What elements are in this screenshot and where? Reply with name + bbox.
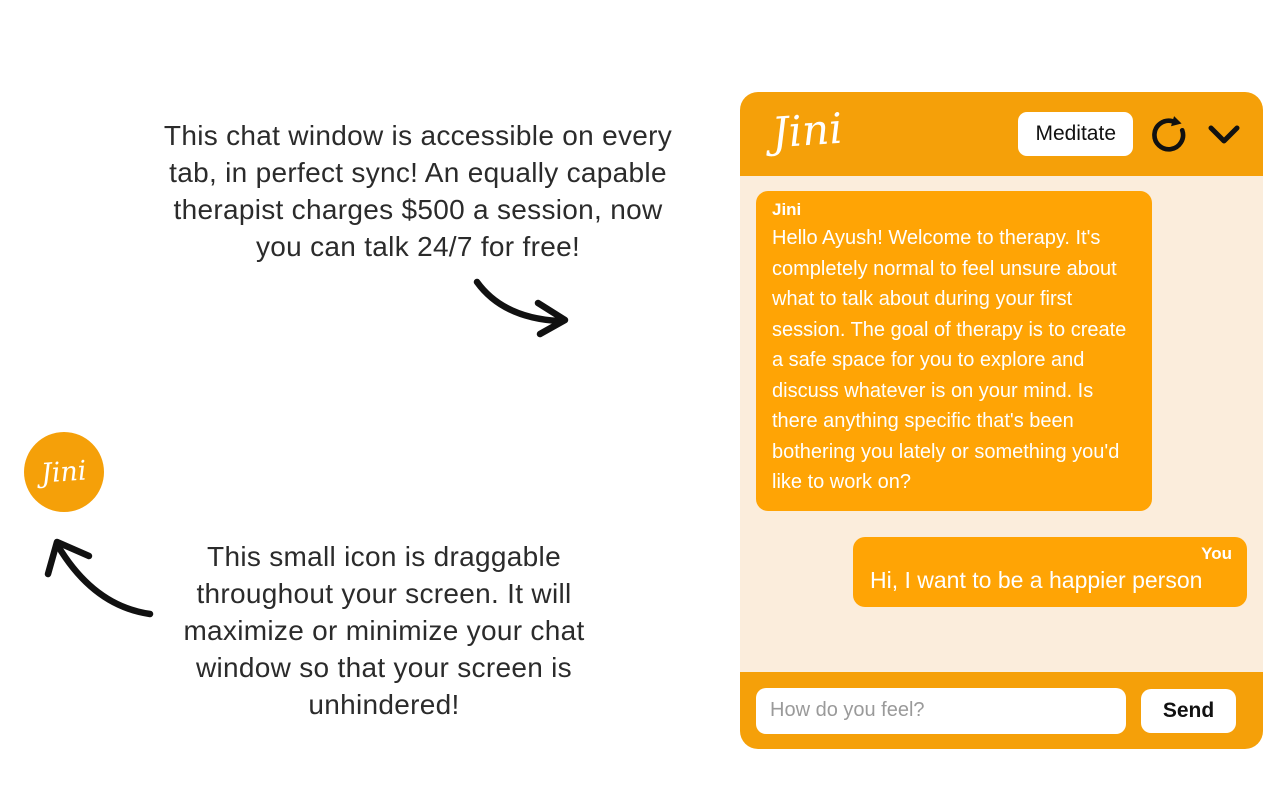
refresh-icon [1149,112,1193,156]
chevron-down-icon [1203,118,1245,150]
annotation-line: maximize or minimize your chat [183,615,585,646]
annotation-draggable-icon [104,538,664,723]
annotation-line: This chat window is accessible on every [163,120,673,151]
annotation-chat-window [98,117,738,265]
send-button[interactable]: Send [1141,689,1236,733]
user-message-bubble [853,537,1247,607]
chat-window [740,92,1263,749]
annotation-line: you can talk 24/7 for free! [255,231,581,262]
message-text: Hi, I want to be a happier person [870,566,1203,593]
collapse-button[interactable] [1203,118,1245,150]
bot-message-bubble [756,191,1152,511]
message-input[interactable] [756,688,1126,734]
message-sender: You [1201,543,1232,563]
chat-header [740,92,1263,176]
jini-logo-small: Jini [40,454,88,490]
meditate-button[interactable]: Meditate [1018,112,1133,156]
message-text: Hello Ayush! Welcome to therapy. It's completely normal to feel unsure about what to talk about during your first session. The goal of therapy is to create a safe space for you to explore and discuss whatever is on your mind. Is there anything specific that's been bothering you lately or something you'd like to work on? [772,227,1127,493]
jini-launcher-icon[interactable] [24,432,104,512]
annotation-line: throughout your screen. It will [196,578,572,609]
jini-logo: Jini [770,103,845,158]
chat-message-list [740,176,1263,672]
refresh-button[interactable] [1149,112,1193,156]
chat-composer [740,672,1263,749]
annotation-line: This small icon is draggable [207,541,561,572]
annotation-line: therapist charges $500 a session, now [173,194,663,225]
annotation-line: window so that your screen is [196,652,572,683]
curved-arrow-to-chat-window-icon [455,272,585,350]
message-sender: Jini [772,200,802,219]
annotation-line: unhindered! [308,689,460,720]
annotation-line: tab, in perfect sync! An equally capable [169,157,667,188]
